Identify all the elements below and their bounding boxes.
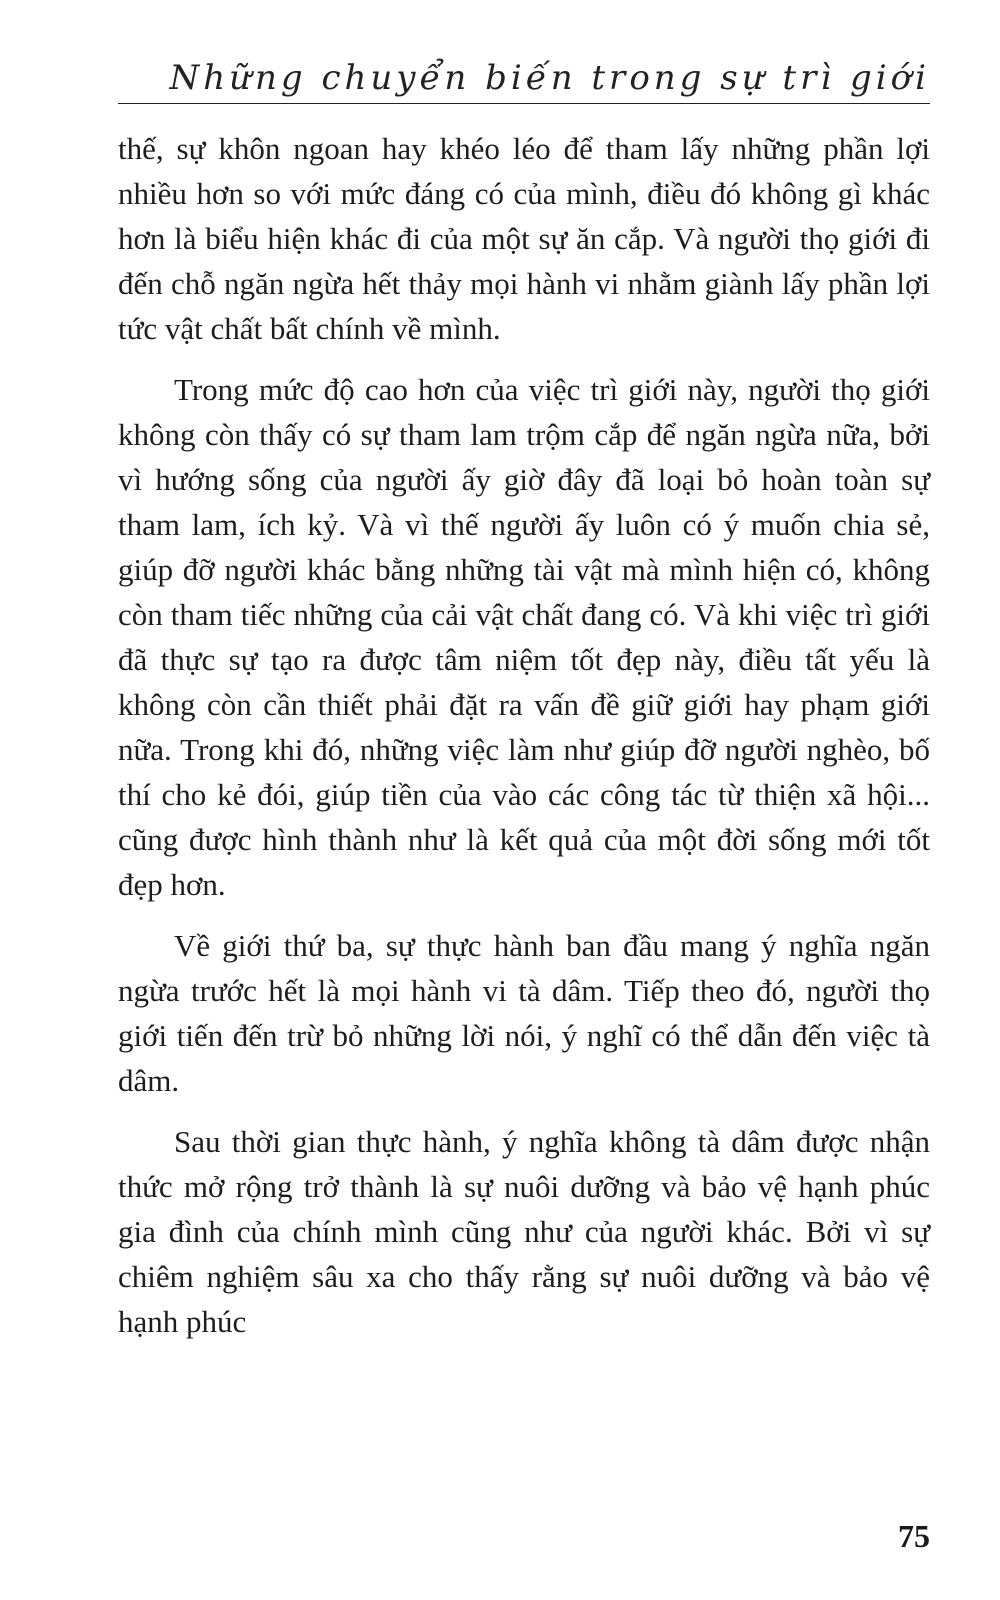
page-number: 75 bbox=[898, 1518, 930, 1554]
running-header-title: Những chuyển biến trong sự trì giới bbox=[169, 58, 930, 98]
paragraph: Về giới thứ ba, sự thực hành ban đầu mang ý nghĩa ngăn ngừa trước hết là mọi hành vi tà dâm. Tiếp theo đó, người thọ giới tiến đến trừ bỏ những lời nói, ý nghĩ có thể dẫn đến việc tà dâm. bbox=[118, 928, 930, 1098]
body-text bbox=[118, 126, 930, 1360]
paragraph-continued: thế, sự khôn ngoan hay khéo léo để tham lấy những phần lợi nhiều hơn so với mức đáng có của mình, điều đó không gì khác hơn là biểu hiện khác đi của một sự ăn cắp. Và người thọ giới đi đến chỗ ngăn ngừa hết thảy mọi hành vi nhằm giành lấy phần lợi tức vật chất bất chính về mình. bbox=[118, 131, 930, 346]
paragraph: Trong mức độ cao hơn của việc trì giới này, người thọ giới không còn thấy có sự tham lam trộm cắp để ngăn ngừa nữa, bởi vì hướng sống của người ấy giờ đây đã loại bỏ hoàn toàn sự tham lam, ích kỷ. Và vì thế người ấy luôn có ý muốn chia sẻ, giúp đỡ người khác bằng những tài vật mà mình hiện có, không còn tham tiếc những của cải vật chất đang có. Và khi việc trì giới đã thực sự tạo ra được tâm niệm tốt đẹp này, điều tất yếu là không còn cần thiết phải đặt ra vấn đề giữ giới hay phạm giới nữa. Trong khi đó, những việc làm như giúp đỡ người nghèo, bố thí cho kẻ đói, giúp tiền của vào các công tác từ thiện xã hội... cũng được hình thành như là kết quả của một đời sống mới tốt đẹp hơn. bbox=[118, 372, 930, 902]
running-header bbox=[118, 52, 930, 104]
paragraph: Sau thời gian thực hành, ý nghĩa không tà dâm được nhận thức mở rộng trở thành là sự nuôi dưỡng và bảo vệ hạnh phúc gia đình của chính mình cũng như của người khác. Bởi vì sự chiêm nghiệm sâu xa cho thấy rằng sự nuôi dưỡng và bảo vệ hạnh phúc bbox=[118, 1124, 930, 1339]
